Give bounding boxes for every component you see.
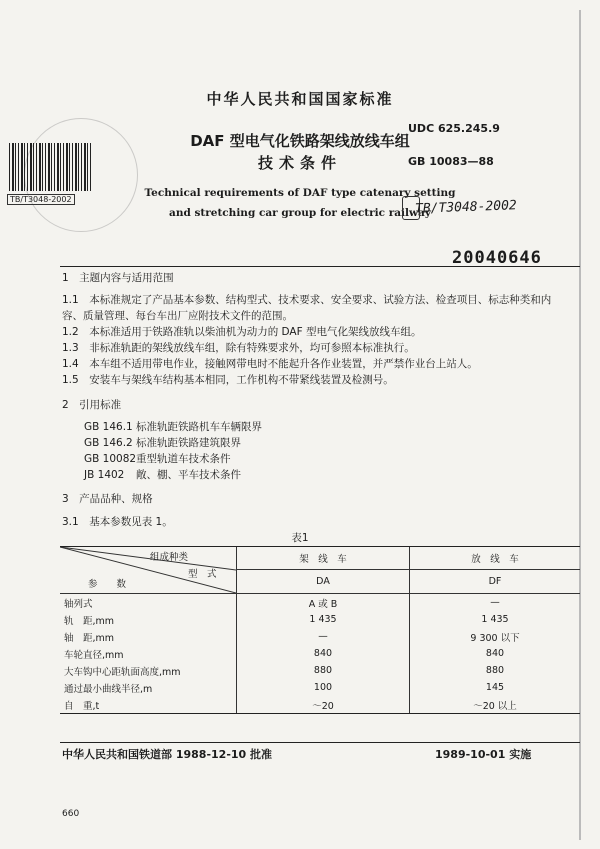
- section-2-title: 2 引用标准: [62, 399, 122, 411]
- standard-name: 中华人民共和国国家标准: [206, 90, 394, 108]
- ref-list: [84, 419, 262, 483]
- header-group: 组成种类: [150, 552, 189, 563]
- table-row: 轴列式 A 或 B —: [60, 594, 580, 612]
- document-number: 20040646: [452, 248, 542, 268]
- col-head-a: 架 线 车: [237, 547, 410, 570]
- page-number: 660: [62, 809, 80, 819]
- table-row: 轨 距,mm 1 435 1 435: [60, 611, 580, 628]
- udc-code: UDC 625.245.9: [408, 122, 500, 135]
- footer-rule: [60, 742, 580, 743]
- title-en-line2: and stretching car group for electric railway: [169, 207, 431, 219]
- ref-item: GB 146.1 标准轨距铁路机车车辆限界: [84, 421, 262, 433]
- table-row: 车轮直径,mm 840 840: [60, 645, 580, 662]
- clause-1-1: 1.1 本标准规定了产品基本参数、结构型式、技术要求、安全要求、试验方法、检查项目、标志种类和内: [62, 294, 552, 306]
- issuer-line: 中华人民共和国铁道部 1988-12-10 批准: [62, 748, 273, 761]
- title-cn-line1: DAF 型电气化铁路架线放线车组: [190, 132, 410, 150]
- clause-1-2: 1.2 本标准适用于铁路准轨以柴油机为动力的 DAF 型电气化架线放线车组。: [62, 326, 422, 338]
- clause-3-1: 3.1 基本参数见表 1。: [62, 516, 173, 528]
- effective-date: 1989-10-01 实施: [435, 748, 532, 761]
- code-a: DA: [237, 570, 410, 594]
- clause-1-3: 1.3 非标准轨距的架线放线车组，除有特殊要求外，均可参照本标准执行。: [62, 342, 415, 354]
- clause-1-4: 1.4 本车组不适用带电作业，接触网带电时不能起升各作业装置，并严禁作业台上站人。: [62, 358, 478, 370]
- ref-item: GB 10082重型轨道车技术条件: [84, 453, 231, 465]
- section-1-title: 1 主题内容与适用范围: [62, 272, 174, 284]
- table-caption: 表1: [291, 532, 309, 544]
- header-param: 参 数: [88, 579, 127, 590]
- diagonal-header: [60, 547, 237, 594]
- header-rule: [60, 266, 580, 267]
- barcode-label: TB/T3048-2002: [7, 194, 75, 205]
- clause-1-1-cont: 容、质量管理、每台车出厂应附技术文件的范围。: [62, 310, 293, 322]
- gb-code: GB 10083—88: [408, 155, 494, 168]
- col-head-b: 放 线 车: [410, 547, 581, 570]
- handwritten-number: TB/T3048-2002: [414, 198, 517, 217]
- table-row: 轴 距,mm — 9 300 以下: [60, 628, 580, 645]
- table-row: 通过最小曲线半径,m 100 145: [60, 679, 580, 696]
- table-row: 大车钩中心距轨面高度,mm 880 880: [60, 662, 580, 679]
- parameter-table: [60, 546, 580, 714]
- title-cn-line2: 技术条件: [257, 154, 342, 172]
- code-b: DF: [410, 570, 581, 594]
- section-3-title: 3 产品品种、规格: [62, 493, 153, 505]
- table-row: 自 重,t ～20 ～20 以上: [60, 696, 580, 713]
- title-en-line1: Technical requirements of DAF type catenary setting: [144, 187, 456, 199]
- header-type: 型 式: [188, 569, 217, 580]
- ref-item: GB 146.2 标准轨距铁路建筑限界: [84, 437, 241, 449]
- clause-1-5: 1.5 安装车与架线车结构基本相同，工作机构不带紧线装置及检测号。: [62, 374, 394, 386]
- ref-item: JB 1402 敞、棚、平车技术条件: [84, 469, 241, 481]
